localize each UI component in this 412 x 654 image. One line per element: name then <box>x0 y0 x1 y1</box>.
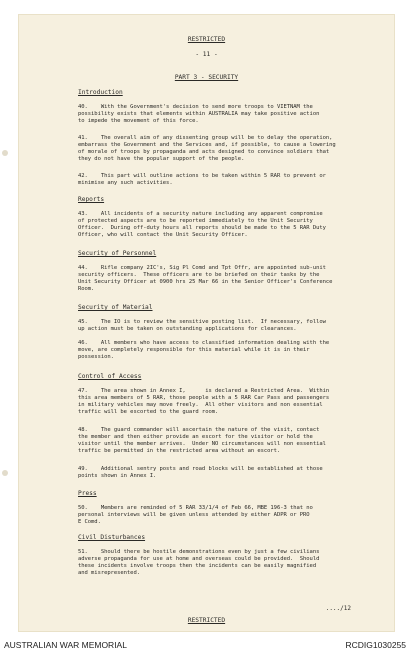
document-page <box>18 14 395 632</box>
archive-source: AUSTRALIAN WAR MEMORIAL <box>4 640 127 650</box>
continuation-marker: ..../12 <box>325 605 351 612</box>
part-title: PART 3 - SECURITY <box>174 74 239 81</box>
paragraph-49: 49. Additional sentry posts and road blocks will be established at those points shown in Annex I. <box>78 466 323 480</box>
paragraph-41: 41. The overall aim of any dissenting group will be to delay the operation, embarrass the Government and the Services and, if possible, to cause a lowering of morale of troops by propaganda and acts designed to convince soldiers that they do not have the popular support of the people. <box>78 135 336 163</box>
punch-hole <box>2 150 8 156</box>
paragraph-47: 47. The area shown in Annex I, is declared a Restricted Area. Within this area members of 5 RAR, those people with a 5 RAR Car Pass and passengers in military vehicles may move freely. All other visitors and non essential traffic will be escorted to the guard room. <box>78 388 330 416</box>
archive-footer <box>0 636 412 654</box>
page-number: - 11 - <box>195 51 218 58</box>
paragraph-43: 43. All incidents of a security nature including any apparent compromise of protected aspects are to be reported immediately to the Unit Security Officer. During off-duty hours all reports should be made to the 5 RAR Duty Officer, who will contact the Unit Security Officer. <box>78 211 326 239</box>
punch-hole <box>2 470 8 476</box>
heading-security-of-personnel: Security of Personnel <box>78 250 157 257</box>
heading-press: Press <box>78 490 97 497</box>
paragraph-51: 51. Should there be hostile demonstrations even by just a few civilians adverse propaganda for use at home and overseas could be provided. Should these incidents involve troops then the incidents can be easily magnified and misrepresented. <box>78 549 320 577</box>
paragraph-44: 44. Rifle company 2IC's, Sig Pl Comd and Tpt Offr, are appointed sub-unit security officers. These officers are to be briefed on their tasks by the Unit Security Officer at 0900 hrs 25 Mar 66 in the Senior Officer's Conference Room. <box>78 265 333 293</box>
heading-civil-disturbances: Civil Disturbances <box>78 534 146 541</box>
heading-control-of-access: Control of Access <box>78 373 142 380</box>
paragraph-50: 50. Members are reminded of 5 RAR 33/1/4 of Feb 66, MBE 196-3 that no personal interviews will be given unless attended by either ADPR or PRO E Comd. <box>78 505 313 526</box>
paragraph-42: 42. This part will outline actions to be taken within 5 RAR to prevent or minimise any such activities. <box>78 173 326 187</box>
paragraph-45: 45. The IO is to review the sensitive posting list. If necessary, follow up action must be taken on outstanding applications for clearances. <box>78 319 326 333</box>
heading-reports: Reports <box>78 196 105 203</box>
paragraph-46: 46. All members who have access to classified information dealing with the move, are completely responsible for this material while it is in their possession. <box>78 340 330 361</box>
paragraph-40: 40. With the Government's decision to send more troops to VIETNAM the possibility exists that elements within AUSTRALIA may take positive action to impede the movement of this force. <box>78 104 320 125</box>
archive-catalogue-id: RCDIG1030255 <box>345 640 406 650</box>
heading-introduction: Introduction <box>78 89 123 96</box>
paragraph-48: 48. The guard commander will ascertain the nature of the visit, contact the member and then either provide an escort for the visitor or hold the visitor until the member arrives. Under NO circumstances will non essential traffic be permitted in the restricted area without an escort. <box>78 427 326 455</box>
heading-security-of-material: Security of Material <box>78 304 153 311</box>
classification-header: RESTRICTED <box>187 36 226 43</box>
classification-footer: RESTRICTED <box>187 617 226 624</box>
